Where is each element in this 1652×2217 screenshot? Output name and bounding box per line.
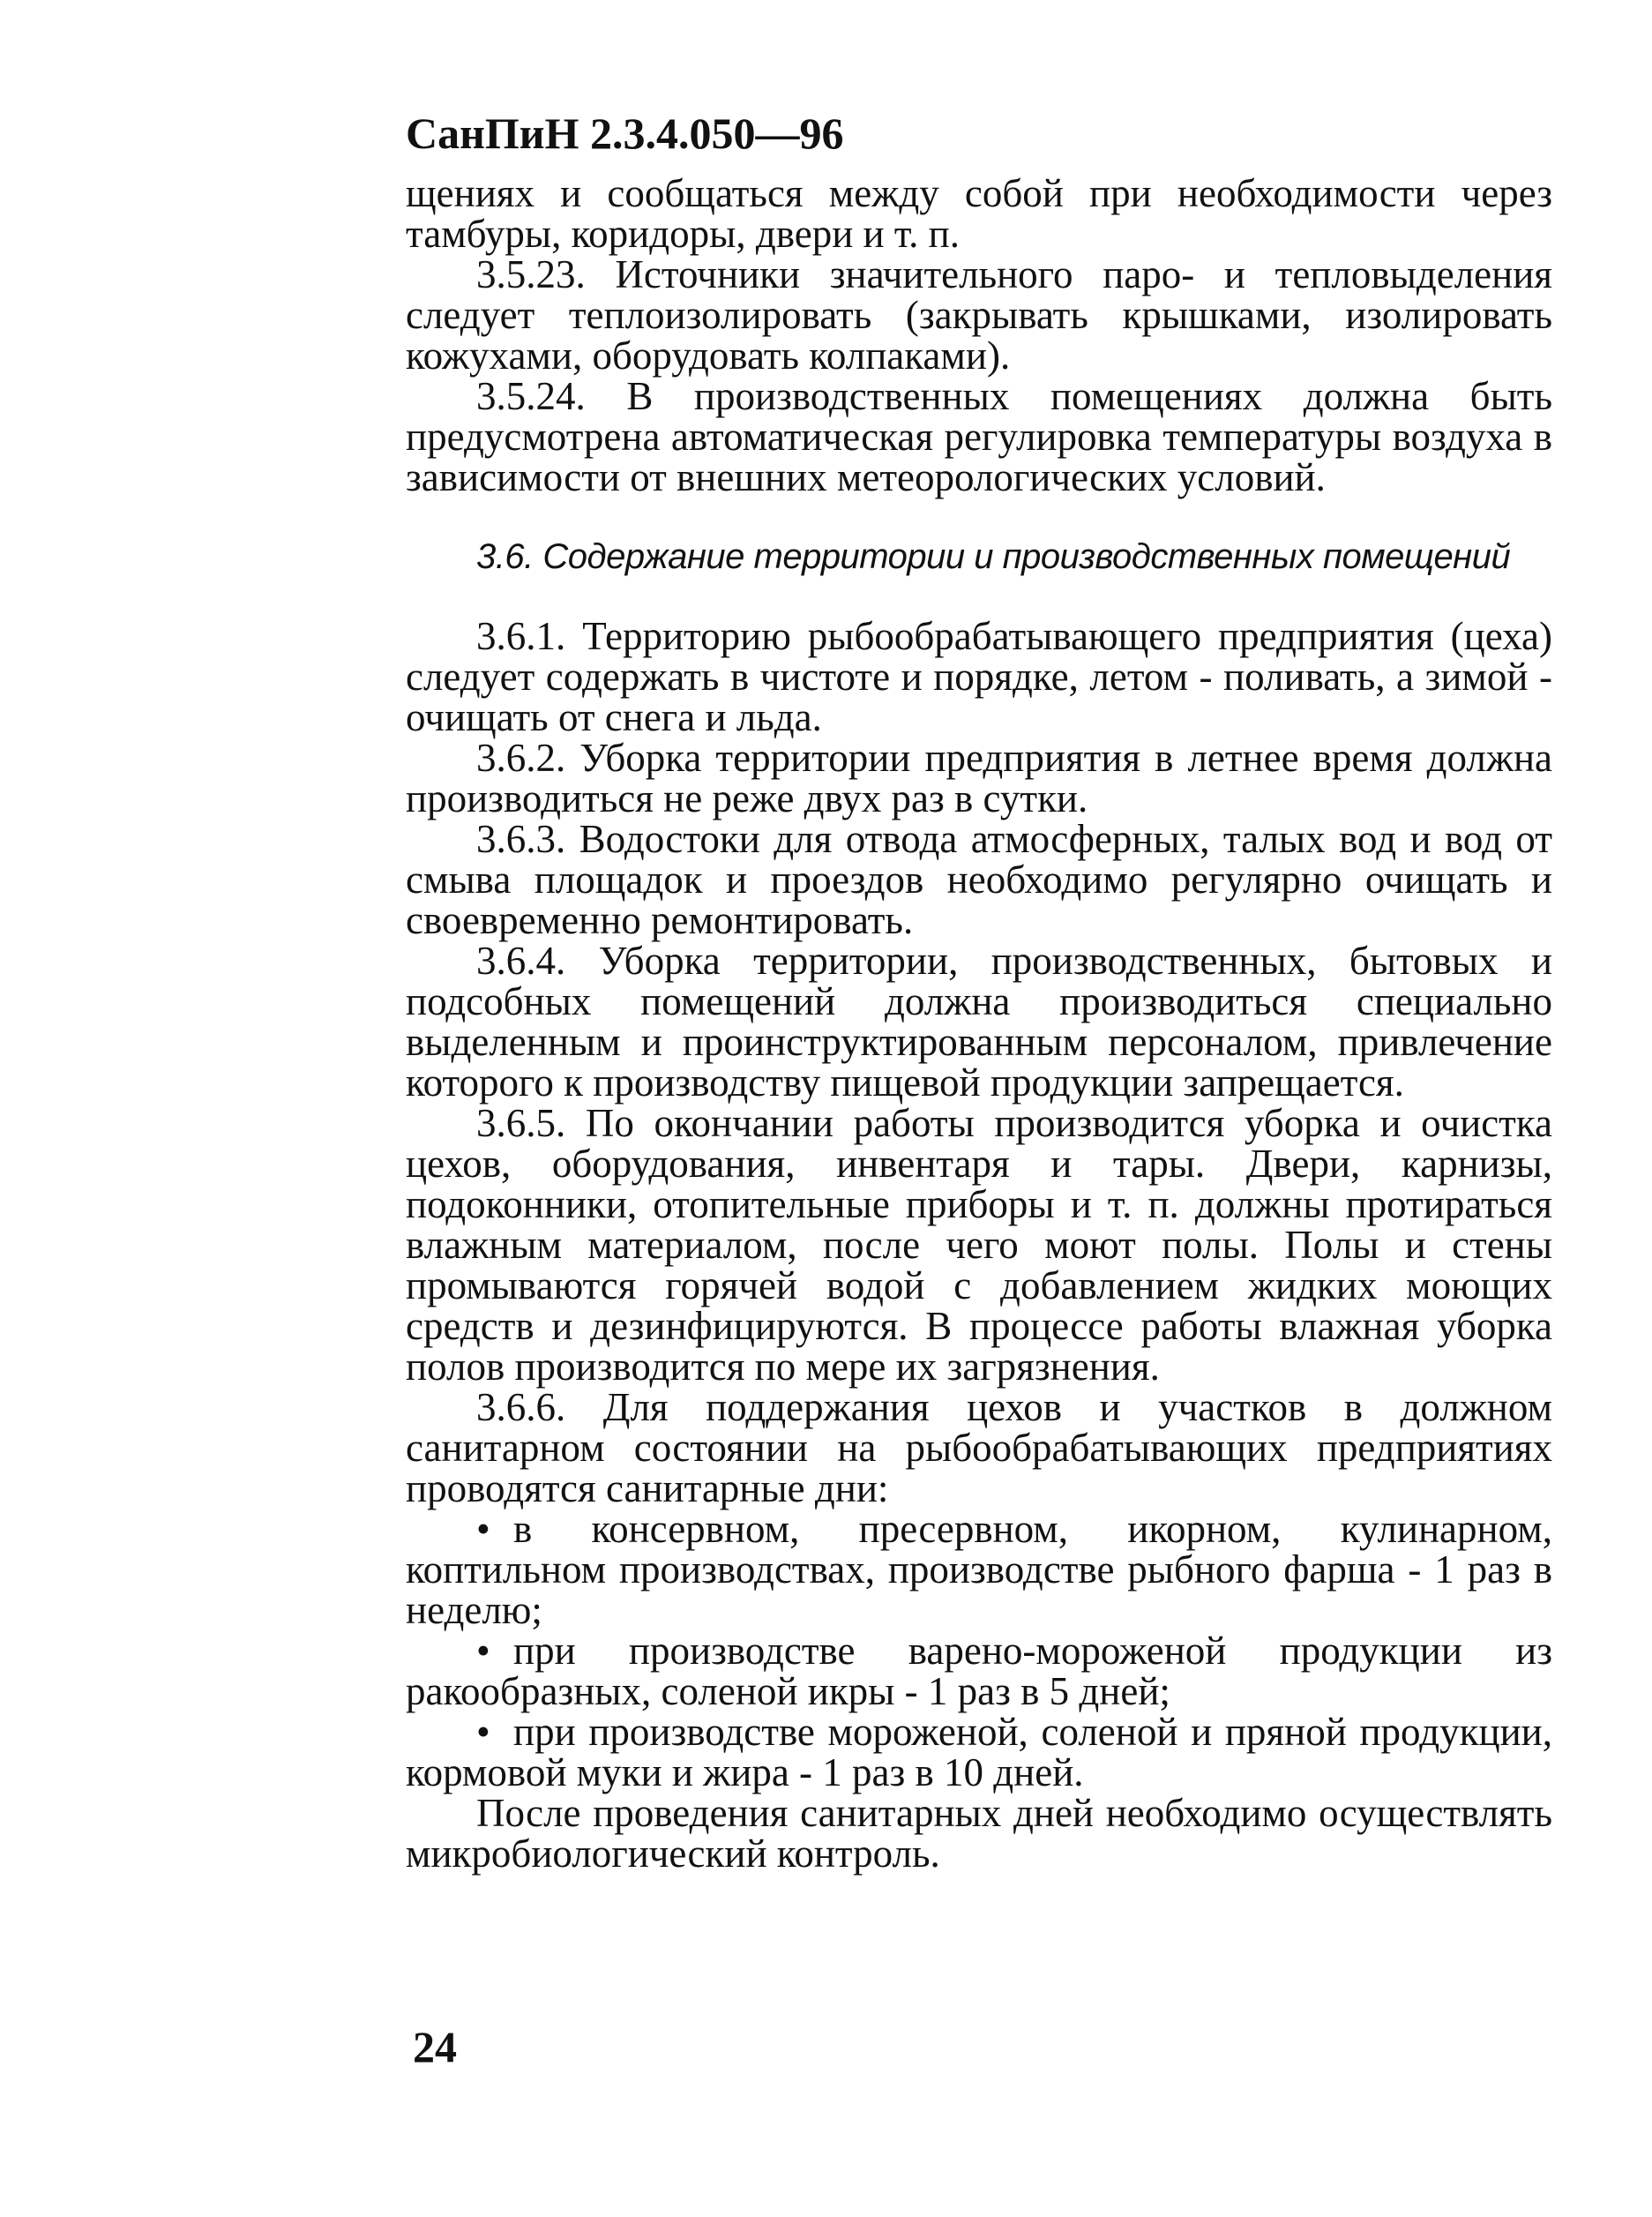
bullet-icon: • xyxy=(476,1710,490,1754)
paragraph-continuation: щениях и сообщаться между собой при необходимости через тамбуры, коридоры, двери и т. п. xyxy=(406,171,1552,256)
paragraph-3-6-5: 3.6.5. По окончании работы производится уборка и очистка цехов, оборудования, инвентаря и тары. Двери, карнизы, подоконники, отопительные приборы и т. п. должны протираться влажным материалом, после чего моют полы. Полы и стены промываются горячей водой с добавлением жидких моющих средств и дезинфицируются. В процессе работы влажная уборка полов производится по мере их загрязнения. xyxy=(406,1101,1552,1389)
document-page xyxy=(406,106,1552,1874)
paragraph-3-6-3: 3.6.3. Водостоки для отвода атмосферных, талых вод и вод от смыва площадок и проездов необходимо регулярно очищать и своевременно ремонтировать. xyxy=(406,817,1552,942)
paragraph-3-6-2: 3.6.2. Уборка территории предприятия в летнее время должна производиться не реже двух раз в сутки. xyxy=(406,736,1552,820)
bullet-icon: • xyxy=(476,1507,490,1551)
paragraph-3-5-24: 3.5.24. В производственных помещениях должна быть предусмотрена автоматическая регулировка температуры воздуха в зависимости от внешних метеорологических условий. xyxy=(406,374,1552,499)
paragraph-3-6-6: 3.6.6. Для поддержания цехов и участков в должном санитарном состоянии на рыбообрабатывающих предприятиях проводятся санитарные дни: xyxy=(406,1385,1552,1510)
bullet-item xyxy=(406,1509,1552,1630)
section-heading-3-6: 3.6. Содержание территории и производственных помещений xyxy=(476,537,1511,576)
document-header: СанПиН 2.3.4.050—96 xyxy=(406,109,844,158)
bullet-icon: • xyxy=(476,1629,490,1673)
paragraph-3-6-4: 3.6.4. Уборка территории, производственных, бытовых и подсобных помещений должна производиться специально выделенным и проинструктированным персоналом, привлечение которого к производству пищевой продукции запрещается. xyxy=(406,939,1552,1105)
bullet-text: в консервном, пресервном, икорном, кулинарном, коптильном производствах, производстве рыбного фарша - 1 раз в неделю; xyxy=(406,1507,1552,1632)
paragraph-3-5-23: 3.5.23. Источники значительного паро- и тепловыделения следует теплоизолировать (закрывать крышками, изолировать кожухами, оборудовать колпаками). xyxy=(406,252,1552,378)
bullet-text: при производстве варено-мороженой продукции из ракообразных, соленой икры - 1 раз в 5 дней; xyxy=(406,1629,1552,1713)
paragraph-3-6-1: 3.6.1. Территорию рыбообрабатывающего предприятия (цеха) следует содержать в чистоте и порядке, летом - поливать, а зимой - очищать от снега и льда. xyxy=(406,614,1552,739)
bullet-item xyxy=(406,1630,1552,1711)
bullet-item xyxy=(406,1711,1552,1793)
page-number: 24 xyxy=(413,2022,457,2071)
closing-paragraph: После проведения санитарных дней необходимо осуществлять микробиологический контроль. xyxy=(406,1791,1552,1876)
bullet-text: при производстве мороженой, соленой и пряной продукции, кормовой муки и жира - 1 раз в 10 дней. xyxy=(406,1710,1552,1794)
